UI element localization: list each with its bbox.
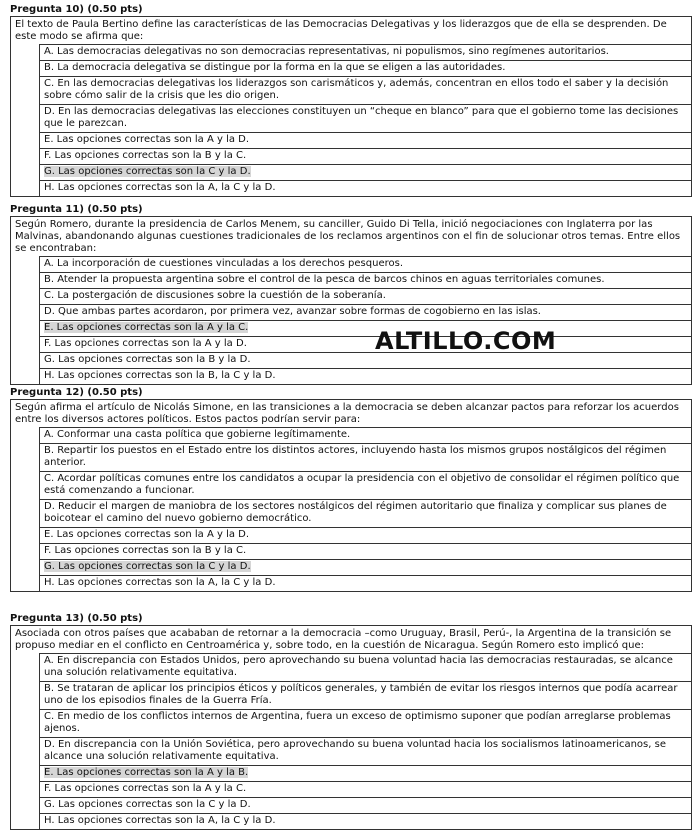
option-g[interactable] xyxy=(39,797,691,813)
option-h[interactable] xyxy=(39,368,691,384)
question-13 xyxy=(10,613,692,830)
question-stem: Asociada con otros países que acababan de retornar a la democracia –como Uruguay, Brasil, Perú-, la Argentina de la transición se propuso mediar en el conflicto en Centroamérica y, sobre todo, en la cuestión de Nicaragua. Según Romero esto implicó que: xyxy=(15,628,672,651)
option-label: D. En las democracias delegativas las elecciones constituyen un “cheque en blanco” para que el gobierno tome las decisiones que le parezcan. xyxy=(44,106,679,129)
question-title: Pregunta 13) (0.50 pts) xyxy=(10,613,143,624)
question-box xyxy=(10,16,692,197)
option-label: F. Las opciones correctas son la A y la C. xyxy=(44,783,247,794)
question-title: Pregunta 12) (0.50 pts) xyxy=(10,387,143,398)
option-g[interactable] xyxy=(39,352,691,368)
option-label: F. Las opciones correctas son la B y la C. xyxy=(44,545,247,556)
question-title: Pregunta 11) (0.50 pts) xyxy=(10,204,143,215)
option-f[interactable] xyxy=(39,148,691,164)
option-label: C. Acordar políticas comunes entre los candidatos a ocupar la presidencia con el objetivo de consolidar el régimen político que está comenzando a funcionar. xyxy=(44,473,680,496)
option-d[interactable] xyxy=(39,104,691,132)
option-label: B. La democracia delegativa se distingue por la forma en la que se eligen a las autoridades. xyxy=(44,62,506,73)
option-h[interactable] xyxy=(39,180,691,196)
option-b[interactable] xyxy=(39,272,691,288)
question-10 xyxy=(10,4,692,197)
option-label: B. Se trataran de aplicar los principios éticos y políticos generales, y también de evitar los riesgos internos que podía acarrear uno de los episodios finales de la Guerra Fría. xyxy=(44,683,678,706)
option-g[interactable] xyxy=(39,164,691,180)
option-label: B. Repartir los puestos en el Estado entre los distintos actores, incluyendo hasta los mismos grupos nostálgicos del régimen anterior. xyxy=(44,445,667,468)
option-f[interactable] xyxy=(39,781,691,797)
option-label: G. Las opciones correctas son la C y la D. xyxy=(44,166,251,177)
option-label: E. Las opciones correctas son la A y la C. xyxy=(44,322,249,333)
option-label: G. Las opciones correctas son la B y la D. xyxy=(44,354,251,365)
watermark: ALTILLO.COM xyxy=(375,327,557,355)
option-a[interactable] xyxy=(39,256,691,272)
option-label: A. La incorporación de cuestiones vinculadas a los derechos pesqueros. xyxy=(44,258,403,269)
question-stem: Según Romero, durante la presidencia de Carlos Menem, su canciller, Guido Di Tella, inició negociaciones con Inglaterra por las Malvinas, abandonando algunas cuestiones tradicionales de los reclamos argentinos con el fin de solucionar otros temas. Entre ellos se encontraban: xyxy=(15,219,681,254)
option-d[interactable] xyxy=(39,304,691,320)
option-label: F. Las opciones correctas son la A y la D. xyxy=(44,338,247,349)
option-e[interactable] xyxy=(39,132,691,148)
question-12 xyxy=(10,387,692,592)
option-c[interactable] xyxy=(39,709,691,737)
question-stem: Según afirma el artículo de Nicolás Simone, en las transiciones a la democracia se deben alcanzar pactos para reforzar los acuerdos entre los diversos actores políticos. Estos pactos podrían servir para: xyxy=(15,402,679,425)
option-label: E. Las opciones correctas son la A y la B. xyxy=(44,767,249,778)
option-label: C. La postergación de discusiones sobre la cuestión de la soberanía. xyxy=(44,290,386,301)
option-h[interactable] xyxy=(39,813,691,829)
option-c[interactable] xyxy=(39,471,691,499)
question-title: Pregunta 10) (0.50 pts) xyxy=(10,4,143,15)
option-label: H. Las opciones correctas son la A, la C y la D. xyxy=(44,577,276,588)
option-label: H. Las opciones correctas son la A, la C y la D. xyxy=(44,182,276,193)
option-label: A. Las democracias delegativas no son democracias representativas, ni populismos, sino regímenes autoritarios. xyxy=(44,46,609,57)
question-box xyxy=(10,399,692,592)
option-label: C. En medio de los conflictos internos de Argentina, fuera un exceso de optimismo suponer que podían arreglarse problemas ajenos. xyxy=(44,711,671,734)
option-label: D. Que ambas partes acordaron, por primera vez, avanzar sobre formas de cogobierno en las islas. xyxy=(44,306,541,317)
question-box xyxy=(10,216,692,385)
option-label: B. Atender la propuesta argentina sobre el control de la pesca de barcos chinos en aguas territoriales comunes. xyxy=(44,274,605,285)
option-label: D. En discrepancia con la Unión Soviética, pero aprovechando su buena voluntad hacia los socialismos latinoamericanos, se alcance una solución relativamente equitativa. xyxy=(44,739,666,762)
options-list xyxy=(11,653,691,829)
option-a[interactable] xyxy=(39,653,691,681)
options-list xyxy=(11,427,691,591)
option-e[interactable] xyxy=(39,320,691,336)
option-a[interactable] xyxy=(39,427,691,443)
option-b[interactable] xyxy=(39,60,691,76)
option-label: C. En las democracias delegativas los liderazgos son carismáticos y, además, concentran en ellos todo el saber y la decisión sobre cómo salir de la crisis que les dio origen. xyxy=(44,78,669,101)
option-c[interactable] xyxy=(39,76,691,104)
option-h[interactable] xyxy=(39,575,691,591)
option-label: G. Las opciones correctas son la C y la D. xyxy=(44,561,251,572)
option-c[interactable] xyxy=(39,288,691,304)
option-label: H. Las opciones correctas son la A, la C y la D. xyxy=(44,815,276,826)
option-label: F. Las opciones correctas son la B y la C. xyxy=(44,150,247,161)
options-list xyxy=(11,256,691,384)
option-b[interactable] xyxy=(39,443,691,471)
question-11 xyxy=(10,204,692,385)
option-label: H. Las opciones correctas son la B, la C y la D. xyxy=(44,370,276,381)
question-stem: El texto de Paula Bertino define las características de las Democracias Delegativas y los liderazgos que de ella se desprenden. De este modo se afirma que: xyxy=(15,19,667,42)
option-d[interactable] xyxy=(39,499,691,527)
option-label: E. Las opciones correctas son la A y la D. xyxy=(44,134,250,145)
option-d[interactable] xyxy=(39,737,691,765)
option-label: G. Las opciones correctas son la C y la D. xyxy=(44,799,251,810)
option-a[interactable] xyxy=(39,44,691,60)
option-label: A. Conformar una casta política que gobierne legítimamente. xyxy=(44,429,351,440)
option-label: D. Reducir el margen de maniobra de los sectores nostálgicos del régimen autoritario que finaliza y complicar sus planes de boicotear el camino del nuevo gobierno democrático. xyxy=(44,501,667,524)
option-label: A. En discrepancia con Estados Unidos, pero aprovechando su buena voluntad hacia las democracias restauradas, se alcance una solución relativamente equitativa. xyxy=(44,655,673,678)
option-e[interactable] xyxy=(39,765,691,781)
option-f[interactable] xyxy=(39,543,691,559)
options-list xyxy=(11,44,691,196)
option-f[interactable] xyxy=(39,336,691,352)
question-box xyxy=(10,625,692,830)
option-e[interactable] xyxy=(39,527,691,543)
option-g[interactable] xyxy=(39,559,691,575)
option-b[interactable] xyxy=(39,681,691,709)
option-label: E. Las opciones correctas son la A y la D. xyxy=(44,529,250,540)
